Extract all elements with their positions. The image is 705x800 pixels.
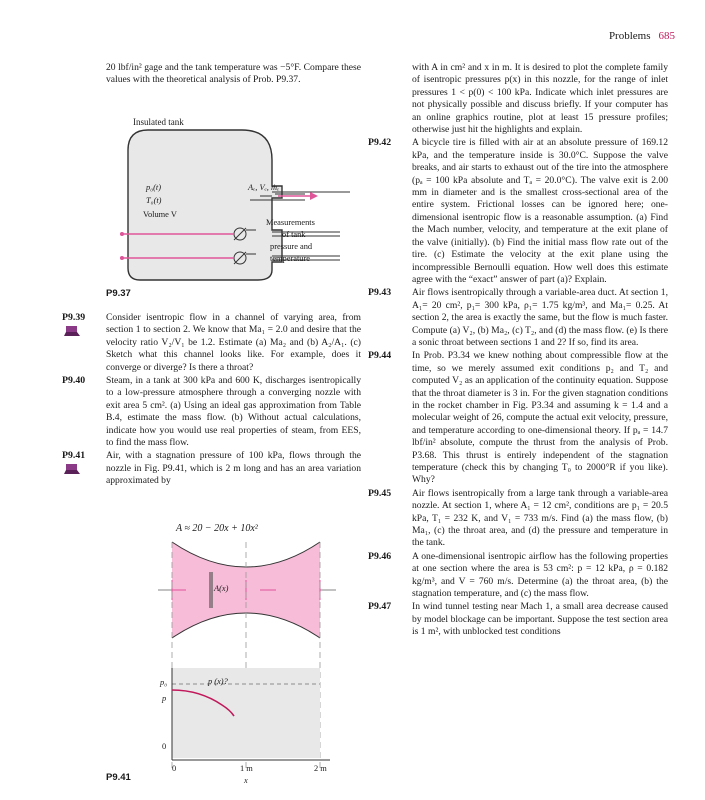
- measurement-label-2: of tank: [282, 230, 306, 239]
- figure-p9-41: [150, 540, 370, 785]
- zero-axis-label: 0: [162, 742, 167, 751]
- computer-icon: [64, 326, 80, 336]
- problem-p9-46: P9.46 A one-dimensional isentropic airflow has the following properties at one section where the area is 53 cm²: p = 12 kPa, ρ = 0.182 kg/m³, and V = 760 m/s. Determine (a) the throat area, (b) the stagnation temperature, and (c) the mass flow.: [368, 550, 668, 600]
- problem-p9-41: P9.41 Air, with a stagnation pressure of 100 kPa, flows through the nozzle in Fig. P9.41, which is 2 m long and has an area variation approximated by: [62, 450, 361, 487]
- section-title: Problems: [608, 30, 651, 42]
- tick-1m: 1 m: [240, 764, 253, 773]
- computer-icon: [64, 464, 80, 474]
- figure-label-p9-37: P9.37: [106, 288, 131, 299]
- p-axis-label: p: [162, 694, 167, 703]
- problem-p9-43: P9.43 Air flows isentropically through a variable-area duct. At section 1, A₁= 20 cm², p₁= 300 kPa, ρ₁= 1.75 kg/m³, and Ma₁= 0.25. At section 2, the area is exactly the same, but the flow is much faster. Compute (a) V₂, (b) Ma₂, (c) T₂, and (d) the mass flow. (e) Is there a sonic throat between sections 1 and 2? If so, find its area.: [368, 287, 668, 348]
- p0-axis-label: p₀: [160, 678, 168, 687]
- exit-label: Aₑ, Vₑ, ṁₑ: [248, 183, 280, 192]
- T0-label: T₀(t): [146, 196, 162, 205]
- measurement-label-3: pressure and: [270, 242, 313, 251]
- problem-p9-42: P9.42 A bicycle tire is filled with air at an absolute pressure of 169.12 kPa, and the temperature inside is 30.0°C. Suppose the valve breaks, and air starts to exhaust out of the tire into the atmosphere (pₐ = 100 kPa absolute and Tₐ = 20.0°C). The valve exit is 2.00 mm in diameter and is the smallest cross-sectional area of the entire system. Frictional losses can be ignored here; one-dimensional isentropic flow is a reasonable assumption. (a) Find the Mach number, velocity, and temperature at the exit plane of the valve (initially). (b) Find the initial mass flow rate out of the tire. (c) Estimate the velocity at the exit plane using the incompressible Bernoulli equation. How well does this estimate agree with the “exact” answer of part (a)? Explain.: [368, 137, 668, 285]
- area-label: A(x): [214, 584, 229, 593]
- tick-0: 0: [172, 764, 177, 773]
- volume-label: Volume V: [143, 210, 177, 219]
- measurement-label-4: temperature: [270, 254, 310, 263]
- problem-p9-47: P9.47 In wind tunnel testing near Mach 1, a small area decrease caused by model blockage can be important. Suppose the test section area is 1 m², with unblocked test conditions: [368, 601, 668, 638]
- tank-label: Insulated tank: [133, 117, 184, 127]
- left-problems: [62, 312, 361, 489]
- x-axis-label: x: [244, 776, 248, 785]
- problem-p9-39: P9.39 Consider isentropic flow in a channel of varying area, from section 1 to section 2. We know that Ma₁ = 2.0 and desire that the velocity ratio V₂/V₁ be 1.2. Estimate (a) Ma₂ and (b) A₂/A₁. (c) Sketch what this channel looks like. For example, does it converge or diverge? Is there a throat?: [62, 312, 361, 373]
- running-header: [609, 30, 675, 42]
- problem-p9-45: P9.45 Air flows isentropically from a large tank through a variable-area nozzle. At section 1, where A₁ = 12 cm², conditions are p₁ = 20.5 kPa, T₁ = 232 K, and V₁ = 733 m/s. Find (a) the mass flow, (b) Ma₁, (c) the throat area, and (d) the pressure and temperature in the tank.: [368, 487, 668, 549]
- measurement-label-1: Measurements: [266, 218, 315, 227]
- figure-p9-37: [100, 112, 370, 302]
- right-column: [368, 62, 668, 640]
- page-number: 685: [658, 30, 675, 42]
- problem-p9-40: P9.40 Steam, in a tank at 300 kPa and 600 K, discharges isentropically to a low-pressure atmosphere through a converging nozzle with exit area 5 cm². (a) Using an ideal gas approximation from Table B.4, estimate the mass flow. (b) Without actual calculations, indicate how you would use real properties of steam, from EES, to find the mass flow.: [62, 375, 361, 449]
- p0-label: p₀(t): [146, 183, 162, 192]
- problem-p9-44: P9.44 In Prob. P3.34 we knew nothing about compressible flow at the time, so we merely assumed exit conditions p₂ and T₂ and computed V₂ as an application of the continuity equation. Suppose that the throat diameter is 3 in. For the given stagnation conditions in the rocket chamber in Fig. P3.34 and assuming k = 1.4 and a molecular weight of 26, compute the actual exit velocity, pressure, and temperature according to one-dimensional theory. If pₐ = 14.7 lbf/in² absolute, compute the thrust from the analysis of Prob. P3.68. This thrust is entirely independent of the stagnation temperature (check this by changing T₀ to 2000°R if you like). Why?: [368, 350, 668, 486]
- pressure-question-label: p (x)?: [208, 677, 228, 686]
- p9-41-continued: with A in cm² and x in m. It is desired to plot the complete family of isentropic pressures p(x) in this nozzle, for the range of inlet pressures 1 < p(0) < 100 kPa. Indicate which inlet pressures are not physically possible and discuss briefly. If your computer has an online graphics routine, plot at least 15 pressure profiles; otherwise just hit the highlights and explain.: [412, 62, 668, 136]
- tick-2m: 2 m: [314, 764, 327, 773]
- left-top-text: 20 lbf/in² gage and the tank temperature was −5°F. Compare these values with the theoretical analysis of Prob. P9.37.: [106, 62, 361, 86]
- figure-label-p9-41: P9.41: [106, 772, 131, 783]
- area-equation: A ≈ 20 − 20x + 10x²: [176, 523, 258, 534]
